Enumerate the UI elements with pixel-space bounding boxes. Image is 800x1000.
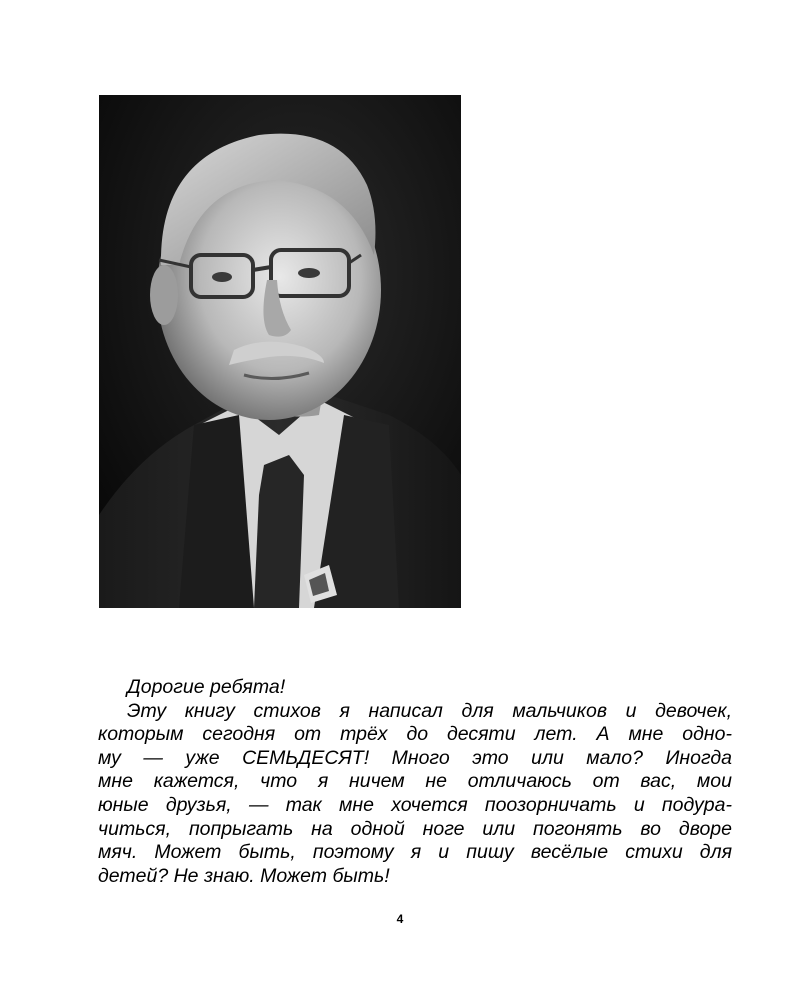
letter-line: мяч. Может быть, поэтому я и пишу весёлые стихи для (98, 841, 732, 864)
letter-line: юные друзья, — так мне хочется поозорничать и подура- (98, 793, 732, 816)
letter-line: му — уже СЕМЬДЕСЯТ! Много это или мало? Иногда (98, 746, 732, 769)
letter-line: Эту книгу стихов я написал для мальчиков и девочек, (127, 699, 732, 722)
letter-line: читься, попрыгать на одной ноге или погонять во дворе (98, 817, 732, 840)
letter-line: мне кажется, что я ничем не отличаюсь от вас, мои (98, 770, 732, 793)
author-portrait-photo (99, 95, 461, 608)
letter-line: детей? Не знаю. Может быть! (98, 864, 390, 887)
letter-greeting: Дорогие ребята! (127, 676, 286, 698)
portrait-icon (99, 95, 461, 608)
letter-text (98, 676, 732, 888)
letter-line: которым сегодня от трёх до десяти лет. А мне одно- (98, 723, 732, 746)
page-number: 4 (396, 912, 404, 926)
